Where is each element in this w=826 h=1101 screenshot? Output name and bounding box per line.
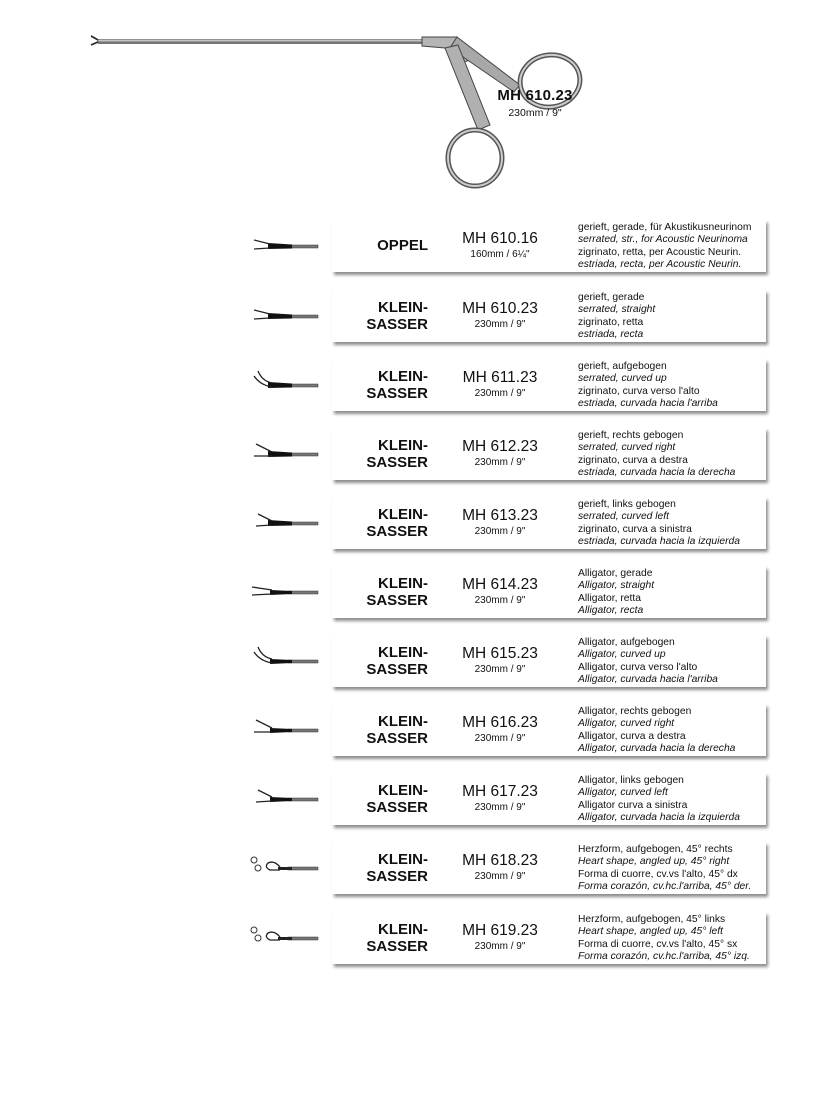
product-size: 160mm / 6¼": [470, 249, 530, 260]
tip-shape: [288, 867, 318, 870]
tip-shape: [268, 313, 292, 319]
desc-es: Alligator, curvada hacia la derecha: [578, 742, 736, 754]
product-code: MH 613.23: [462, 507, 538, 524]
tip-curved-left-icon: [248, 503, 322, 543]
tip-heart-left-icon: [248, 918, 322, 958]
desc-es: Alligator, recta: [578, 604, 644, 616]
desc-de: Herzform, aufgebogen, 45° links: [578, 914, 726, 925]
product-code: MH 612.23: [462, 438, 538, 455]
tip-shape: [288, 522, 318, 525]
hero-product-code: MH 610.23: [497, 87, 573, 104]
tip-shape: [251, 857, 257, 863]
product-code: MH 610.23: [462, 300, 538, 317]
tip-shape: [252, 587, 272, 590]
tip-shape: [288, 798, 318, 801]
tip-shape: [258, 371, 272, 383]
product-name: KLEIN- SASSER: [366, 299, 428, 333]
forceps-instrument-icon: [0, 0, 826, 200]
product-code: MH 615.23: [462, 645, 538, 662]
product-row: [0, 359, 826, 412]
desc-de: Herzform, aufgebogen, 45° rechts: [578, 844, 733, 855]
product-card: [332, 290, 766, 342]
desc-de: Alligator, links gebogen: [578, 775, 684, 786]
tip-shape: [266, 862, 280, 870]
desc-es: estriada, curvada hacia la derecha: [578, 466, 736, 478]
tip-shape: [288, 245, 318, 248]
tip-heart-right-icon: [248, 848, 322, 888]
tip-shape: [288, 384, 318, 387]
desc-it: Alligator, retta: [578, 592, 641, 604]
tip-shape: [278, 937, 292, 940]
product-card: [332, 220, 766, 272]
tip-shape: [255, 865, 261, 871]
product-size: 230mm / 9": [474, 457, 526, 468]
product-size: 230mm / 9": [474, 319, 526, 330]
product-card: [332, 566, 766, 618]
product-name: KLEIN- SASSER: [366, 368, 428, 402]
product-code: MH 610.16: [462, 230, 538, 247]
product-name: KLEIN- SASSER: [366, 713, 428, 747]
tip-shape: [258, 647, 272, 659]
desc-en: serrated, curved left: [578, 511, 669, 523]
product-code: MH 618.23: [462, 852, 538, 869]
product-code: MH 619.23: [462, 922, 538, 939]
product-row: [0, 912, 826, 965]
tip-shape: [252, 594, 272, 595]
desc-en: serrated, straight: [578, 304, 656, 316]
tip-shape: [268, 243, 292, 249]
desc-en: Alligator, curved right: [578, 718, 675, 730]
product-description: [578, 292, 768, 341]
desc-it: Forma di cuorre, cv.vs l'alto, 45° sx: [578, 938, 738, 950]
product-description: [578, 222, 768, 271]
product-description: [578, 568, 768, 617]
product-code: MH 614.23: [462, 576, 538, 593]
tip-shape: [254, 318, 270, 319]
desc-es: estriada, curvada hacia l'arriba: [578, 397, 718, 409]
product-name: KLEIN- SASSER: [366, 575, 428, 609]
product-size: 230mm / 9": [474, 802, 526, 813]
product-card: [332, 428, 766, 480]
product-description: [578, 914, 768, 963]
desc-it: zigrinato, curva a sinistra: [578, 523, 692, 535]
tip-alligator-curved-right-icon: [248, 710, 322, 750]
desc-es: estriada, recta: [578, 328, 644, 340]
desc-de: Alligator, aufgebogen: [578, 637, 675, 648]
desc-it: zigrinato, curva a destra: [578, 454, 688, 466]
desc-it: Alligator curva a sinistra: [578, 799, 688, 811]
hero-instrument: [0, 0, 826, 200]
tip-shape: [256, 444, 272, 452]
desc-it: Alligator, curva verso l'alto: [578, 661, 698, 673]
product-size: 230mm / 9": [474, 733, 526, 744]
desc-de: gerieft, rechts gebogen: [578, 430, 684, 441]
tip-shape: [288, 315, 318, 318]
product-size: 230mm / 9": [474, 871, 526, 882]
desc-en: serrated, curved right: [578, 442, 676, 454]
product-size: 230mm / 9": [474, 595, 526, 606]
product-name: KLEIN- SASSER: [366, 921, 428, 955]
tip-shape: [254, 240, 270, 244]
hero-product-size: 230mm / 9": [508, 107, 562, 119]
product-card: [332, 359, 766, 411]
product-row: [0, 704, 826, 757]
desc-it: zigrinato, retta, per Acoustic Neurin.: [578, 246, 742, 258]
desc-en: Heart shape, angled up, 45° right: [578, 856, 730, 868]
product-code: MH 616.23: [462, 714, 538, 731]
product-code: MH 617.23: [462, 783, 538, 800]
product-description: [578, 637, 768, 686]
product-name: KLEIN- SASSER: [366, 506, 428, 540]
desc-en: Alligator, curved up: [578, 649, 666, 661]
desc-de: gerieft, aufgebogen: [578, 361, 667, 372]
product-description: [578, 706, 768, 755]
desc-de: gerieft, links gebogen: [578, 499, 676, 510]
product-size: 230mm / 9": [474, 664, 526, 675]
tip-shape: [288, 660, 318, 663]
product-card: [332, 497, 766, 549]
product-row: [0, 497, 826, 550]
product-size: 230mm / 9": [474, 526, 526, 537]
product-description: [578, 361, 768, 410]
product-row: [0, 566, 826, 619]
desc-en: Alligator, curved left: [578, 787, 668, 799]
product-name: KLEIN- SASSER: [366, 644, 428, 678]
tip-shape: [258, 514, 272, 521]
tip-shape: [288, 591, 318, 594]
tip-shape: [251, 927, 257, 933]
desc-en: Heart shape, angled up, 45° left: [578, 926, 723, 938]
product-row: [0, 635, 826, 688]
tip-shape: [278, 867, 292, 870]
desc-en: serrated, str., for Acoustic Neurinoma: [578, 234, 748, 246]
desc-es: Forma corazón, cv.hc.l'arriba, 45° der.: [578, 880, 752, 892]
desc-de: Alligator, gerade: [578, 568, 653, 579]
desc-es: Forma corazón, cv.hc.l'arriba, 45° izq.: [578, 950, 750, 962]
product-name: KLEIN- SASSER: [366, 437, 428, 471]
desc-es: estriada, curvada hacia la izquierda: [578, 535, 740, 547]
tip-shape: [288, 453, 318, 456]
tip-curved-up-icon: [248, 365, 322, 405]
tip-alligator-curved-left-icon: [248, 779, 322, 819]
desc-es: estriada, recta, per Acoustic Neurin.: [578, 258, 742, 270]
desc-es: Alligator, curvada hacia l'arriba: [578, 673, 718, 685]
product-size: 230mm / 9": [474, 388, 526, 399]
tip-shape: [254, 248, 270, 249]
desc-it: zigrinato, retta: [578, 316, 644, 328]
tip-shape: [288, 937, 318, 940]
desc-de: gerieft, gerade: [578, 292, 645, 303]
tip-straight-icon: [248, 296, 322, 336]
product-description: [578, 499, 768, 548]
desc-de: gerieft, gerade, für Akustikusneurinom: [578, 222, 752, 233]
product-code: MH 611.23: [462, 369, 538, 386]
desc-es: Alligator, curvada hacia la izquierda: [578, 811, 740, 823]
product-description: [578, 775, 768, 824]
tip-shape: [288, 729, 318, 732]
desc-it: zigrinato, curva verso l'alto: [578, 385, 700, 397]
product-row: [0, 290, 826, 343]
product-name: OPPEL: [377, 237, 428, 254]
tip-shape: [256, 720, 272, 728]
tip-straight-icon: [248, 226, 322, 266]
product-description: [578, 844, 768, 893]
product-card: [332, 704, 766, 756]
product-row: [0, 220, 826, 273]
product-row: [0, 842, 826, 895]
desc-it: Forma di cuorre, cv.vs l'alto, 45° dx: [578, 868, 738, 880]
tip-alligator-curved-up-icon: [248, 641, 322, 681]
product-card: [332, 912, 766, 964]
product-description: [578, 430, 768, 479]
product-name: KLEIN- SASSER: [366, 851, 428, 885]
tip-shape: [255, 935, 261, 941]
tip-shape: [258, 790, 272, 797]
product-row: [0, 428, 826, 481]
tip-shape: [256, 801, 272, 802]
product-name: KLEIN- SASSER: [366, 782, 428, 816]
product-size: 230mm / 9": [474, 941, 526, 952]
desc-de: Alligator, rechts gebogen: [578, 706, 692, 717]
tip-shape: [266, 932, 280, 940]
product-card: [332, 842, 766, 894]
tip-shape: [254, 310, 270, 314]
desc-en: serrated, curved up: [578, 373, 667, 385]
tip-alligator-straight-icon: [248, 572, 322, 612]
product-row: [0, 773, 826, 826]
desc-it: Alligator, curva a destra: [578, 730, 686, 742]
desc-en: Alligator, straight: [578, 580, 655, 592]
product-card: [332, 635, 766, 687]
product-card: [332, 773, 766, 825]
tip-curved-right-icon: [248, 434, 322, 474]
